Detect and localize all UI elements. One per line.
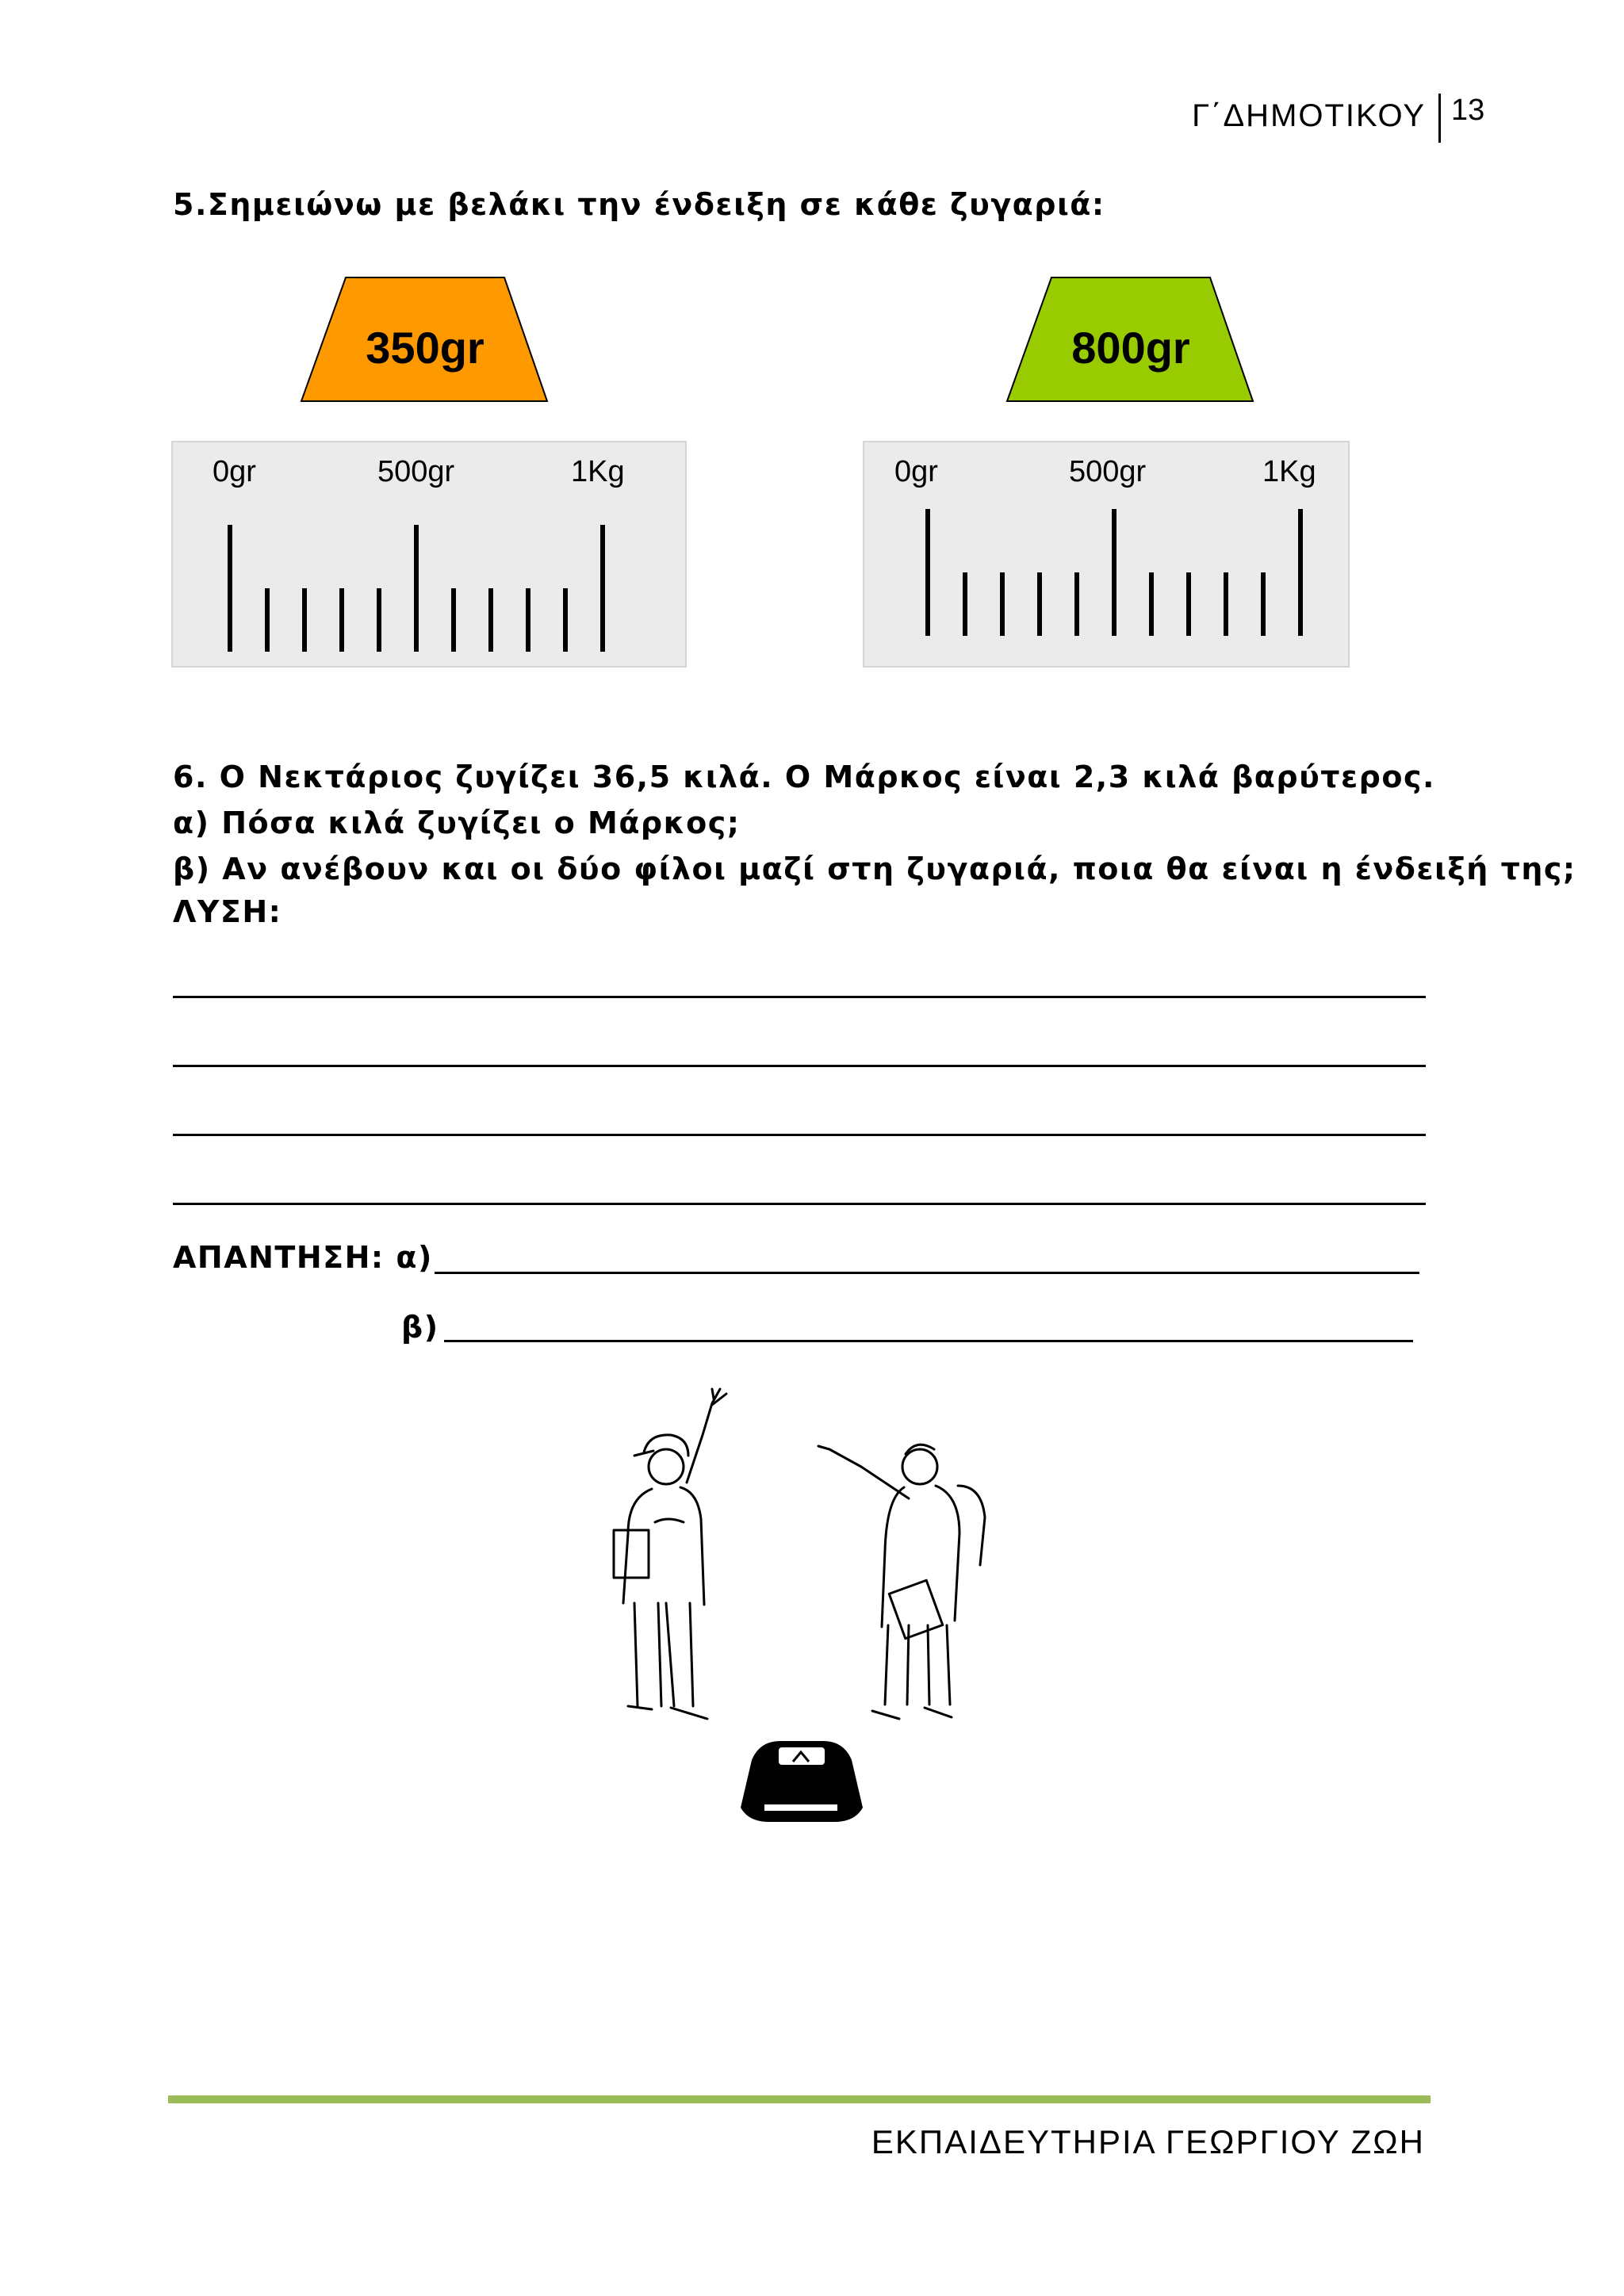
major-tick xyxy=(925,509,930,636)
weight-label: 800gr xyxy=(1071,323,1190,373)
exercise6-question-b: β) Αν ανέβουν και οι δύο φίλοι μαζί στη ζυγαριά, ποια θα είναι η ένδειξή της; xyxy=(173,851,1576,886)
minor-tick xyxy=(563,588,568,652)
minor-tick xyxy=(1149,572,1154,636)
dial-label-500gr: 500gr xyxy=(1069,455,1147,488)
bathroom-scale-icon xyxy=(741,1741,863,1822)
answer-label: ΑΠΑΝΤΗΣΗ: α) xyxy=(173,1240,433,1275)
minor-tick xyxy=(1000,572,1005,636)
dial-label-1kg: 1Kg xyxy=(571,455,625,488)
minor-tick xyxy=(963,572,967,636)
answer-b-label: β) xyxy=(401,1310,439,1345)
minor-tick xyxy=(1186,572,1191,636)
minor-tick xyxy=(302,588,307,652)
minor-tick xyxy=(451,588,456,652)
page-number: 13 xyxy=(1451,94,1485,127)
minor-tick xyxy=(339,588,344,652)
minor-tick xyxy=(488,588,493,652)
answer-line[interactable] xyxy=(173,1203,1426,1205)
answer-b-line[interactable] xyxy=(444,1340,1413,1342)
dial-label-1kg: 1Kg xyxy=(1262,455,1316,488)
header-divider xyxy=(1438,94,1441,143)
scale-dial-2 xyxy=(863,441,1350,668)
minor-tick xyxy=(1224,572,1228,636)
major-tick xyxy=(1298,509,1303,636)
right-boy-figure xyxy=(818,1445,985,1719)
weight-800gr xyxy=(1004,276,1258,403)
minor-tick xyxy=(1261,572,1266,636)
major-tick xyxy=(228,525,232,652)
dial-label-0gr: 0gr xyxy=(213,455,256,488)
footer-bar xyxy=(168,2095,1431,2103)
answer-line[interactable] xyxy=(173,996,1426,998)
exercise6-question-a: α) Πόσα κιλά ζυγίζει ο Μάρκος; xyxy=(173,806,741,840)
kids-and-scale-illustration xyxy=(603,1387,999,1831)
answer-line[interactable] xyxy=(173,1134,1426,1136)
dial-label-0gr: 0gr xyxy=(894,455,938,488)
solution-label: ΛΥΣΗ: xyxy=(173,894,282,929)
exercise6-statement: 6. Ο Νεκτάριος ζυγίζει 36,5 κιλά. Ο Μάρκος είναι 2,3 κιλά βαρύτερος. xyxy=(173,760,1435,794)
minor-tick xyxy=(1074,572,1079,636)
major-tick xyxy=(414,525,419,652)
minor-tick xyxy=(526,588,530,652)
answer-line[interactable] xyxy=(173,1065,1426,1067)
weight-label: 350gr xyxy=(366,323,485,373)
answer-a-line[interactable] xyxy=(435,1272,1419,1274)
exercise5-prompt: 5.Σημειώνω με βελάκι την ένδειξη σε κάθε ζυγαριά: xyxy=(173,187,1105,222)
dial-label-500gr: 500gr xyxy=(377,455,455,488)
left-boy-figure xyxy=(614,1389,726,1719)
minor-tick xyxy=(265,588,270,652)
major-tick xyxy=(600,525,605,652)
weight-350gr xyxy=(298,276,552,403)
minor-tick xyxy=(1037,572,1042,636)
grade-title: Γ΄ΔΗΜΟΤΙΚΟΥ xyxy=(1192,98,1426,133)
major-tick xyxy=(1112,509,1116,636)
minor-tick xyxy=(377,588,381,652)
scale-dial-1 xyxy=(171,441,687,668)
footer-school-name: ΕΚΠΑΙΔΕΥΤΗΡΙΑ ΓΕΩΡΓΙΟΥ ΖΩΗ xyxy=(871,2123,1425,2160)
